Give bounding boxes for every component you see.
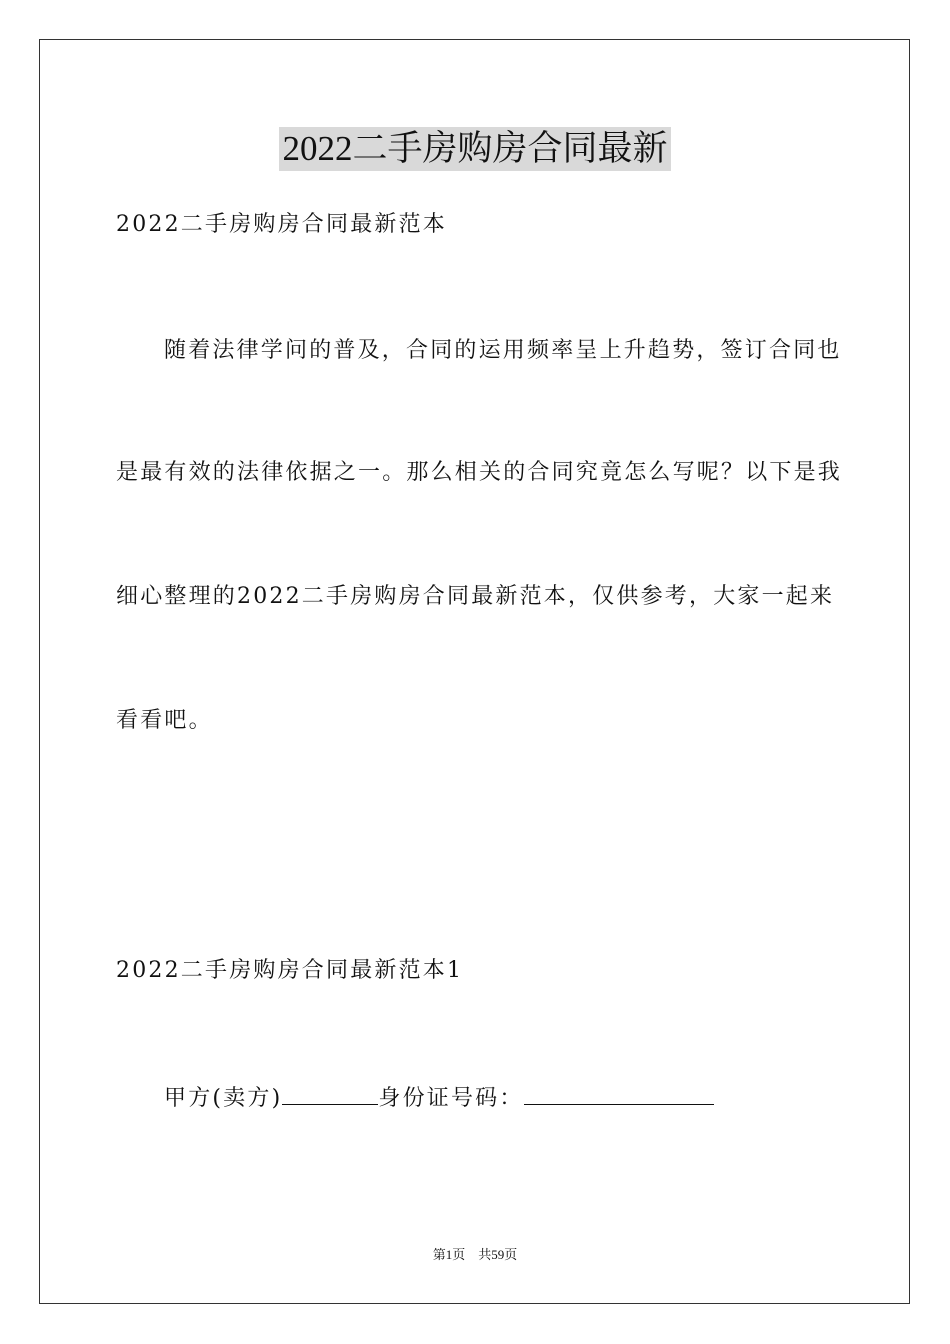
intro-line-2: 是最有效的法律依据之一。那么相关的合同究竟怎么写呢？以下是我	[116, 460, 843, 485]
page-total: 共59页	[478, 1247, 518, 1262]
document-title: 2022二手房购房合同最新	[279, 127, 670, 171]
intro-line-1: 随着法律学问的普及，合同的运用频率呈上升趋势，签订合同也	[164, 338, 842, 363]
intro-line-4: 看看吧。	[116, 708, 213, 733]
party-line	[164, 1082, 714, 1114]
title-container	[0, 127, 950, 171]
section-heading: 2022二手房购房合同最新范本1	[116, 958, 464, 983]
id-number-blank[interactable]	[524, 1082, 714, 1105]
seller-label: 甲方(卖方)	[164, 1086, 283, 1111]
page-footer	[0, 1246, 950, 1264]
page-number: 第1页	[432, 1247, 466, 1262]
document-subtitle: 2022二手房购房合同最新范本	[116, 212, 447, 237]
seller-name-blank[interactable]	[282, 1082, 378, 1105]
intro-line-3: 细心整理的2022二手房购房合同最新范本，仅供参考，大家一起来	[116, 584, 835, 609]
id-label: 身份证号码：	[378, 1086, 524, 1111]
